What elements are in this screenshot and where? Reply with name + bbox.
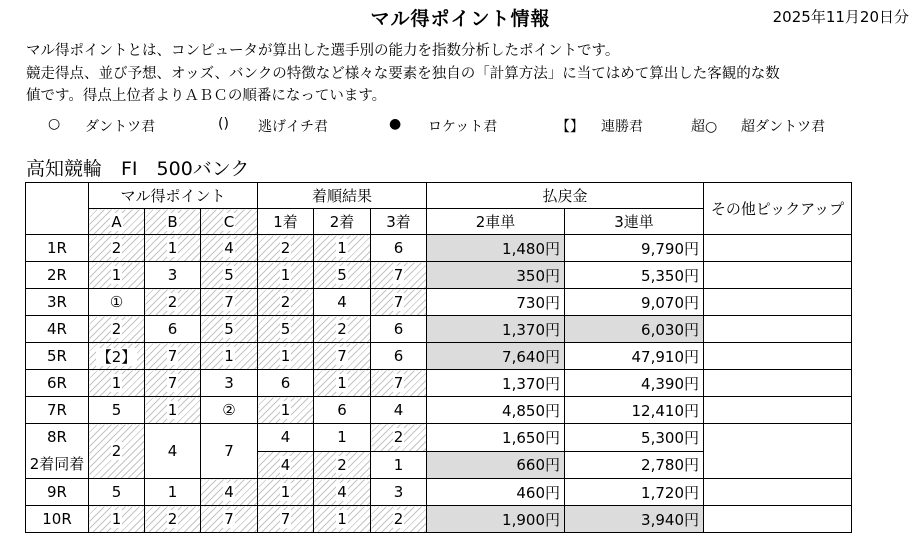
point-b: 6 (145, 316, 201, 343)
point-a: 1 (89, 370, 145, 397)
other-pick (704, 424, 852, 479)
point-a: 1 (89, 262, 145, 289)
payout-header: 払戻金 (427, 183, 704, 209)
other-pick (704, 506, 852, 533)
result-third: 4 (371, 397, 427, 424)
exacta-payout: 7,640円 (427, 343, 565, 370)
result-first: 4 (258, 424, 314, 452)
trifecta-payout: 12,410円 (565, 397, 704, 424)
result-third: 2 (371, 424, 427, 452)
result-first: 5 (258, 316, 314, 343)
exacta-payout: 1,900円 (427, 506, 565, 533)
table-row (26, 370, 852, 397)
other-pick (704, 343, 852, 370)
trifecta-payout: 47,910円 (565, 343, 704, 370)
race-number: 4R (26, 316, 89, 343)
trifecta-payout: 4,390円 (565, 370, 704, 397)
points-header: マル得ポイント (89, 183, 258, 209)
race-label: 8R (47, 428, 67, 446)
legend-label-renshou: 連勝君 (601, 119, 643, 135)
exacta-payout: 1,650円 (427, 424, 565, 452)
result-third: 6 (371, 235, 427, 262)
col-second-header: 2着 (314, 209, 371, 235)
col-c-header: C (201, 209, 258, 235)
point-b: 1 (145, 479, 201, 506)
legend-label-dantotsu: ダントツ君 (85, 119, 156, 135)
table-row (26, 424, 852, 452)
other-pick (704, 316, 852, 343)
point-c: 7 (201, 424, 258, 479)
point-c: 4 (201, 479, 258, 506)
legend-label-nigeichi: 逃げイチ君 (258, 119, 328, 135)
trifecta-payout: 6,030円 (565, 316, 704, 343)
exacta-payout: 350円 (427, 262, 565, 289)
description (26, 40, 780, 108)
result-first: 1 (258, 397, 314, 424)
result-first: 6 (258, 370, 314, 397)
exacta-payout: 1,370円 (427, 316, 565, 343)
point-a: 5 (89, 479, 145, 506)
point-c: 1 (201, 343, 258, 370)
result-first: 1 (258, 343, 314, 370)
race-number: 9R (26, 479, 89, 506)
result-third: 3 (371, 479, 427, 506)
legend-symbol-dantotsu: ○ (48, 116, 61, 132)
race-note: 2着同着 (29, 455, 85, 473)
point-a: 2 (89, 235, 145, 262)
exacta-payout: 1,370円 (427, 370, 565, 397)
point-b: 1 (145, 397, 201, 424)
result-second: 4 (314, 479, 371, 506)
point-a: ① (89, 289, 145, 316)
point-b: 3 (145, 262, 201, 289)
point-a: 2 (89, 424, 145, 479)
point-b: 7 (145, 370, 201, 397)
result-third: 6 (371, 343, 427, 370)
result-first: 2 (258, 235, 314, 262)
result-header: 着順結果 (258, 183, 427, 209)
exacta-payout: 1,480円 (427, 235, 565, 262)
table-row (26, 262, 852, 289)
point-b: 4 (145, 424, 201, 479)
description-line: マル得ポイントとは、コンピュータが算出した選手別の能力を指数分析したポイントです。 (26, 43, 620, 59)
legend-symbol-nigeichi: () (218, 116, 229, 132)
trifecta-payout: 2,780円 (565, 451, 704, 479)
table-row (26, 506, 852, 533)
legend-label-super-dantotsu: 超ダントツ君 (741, 119, 826, 135)
point-c: 7 (201, 506, 258, 533)
result-second: 2 (314, 316, 371, 343)
table-row (26, 289, 852, 316)
point-b: 2 (145, 289, 201, 316)
race-number: 1R (26, 235, 89, 262)
result-first: 1 (258, 262, 314, 289)
result-third: 7 (371, 262, 427, 289)
col-b-header: B (145, 209, 201, 235)
other-pick (704, 289, 852, 316)
col-third-header: 3着 (371, 209, 427, 235)
description-line: 値です。得点上位者よりＡＢＣの順番になっています。 (26, 88, 387, 104)
exacta-payout: 730円 (427, 289, 565, 316)
result-second: 4 (314, 289, 371, 316)
table-row (26, 316, 852, 343)
col-a-header: A (89, 209, 145, 235)
other-pick (704, 397, 852, 424)
point-b: 2 (145, 506, 201, 533)
race-number: 3R (26, 289, 89, 316)
trifecta-payout: 1,720円 (565, 479, 704, 506)
legend-symbol-super-dantotsu: 超○ (691, 119, 718, 135)
point-b: 1 (145, 235, 201, 262)
legend-symbol-renshou: 【】 (556, 119, 584, 135)
result-second: 1 (314, 235, 371, 262)
page-title: マル得ポイント情報 (370, 8, 551, 30)
result-first: 7 (258, 506, 314, 533)
result-third: 7 (371, 370, 427, 397)
point-c: 4 (201, 235, 258, 262)
other-pick (704, 262, 852, 289)
other-pick-header: その他ピックアップ (704, 183, 852, 235)
race-number: 5R (26, 343, 89, 370)
result-first: 2 (258, 289, 314, 316)
result-third: 7 (371, 289, 427, 316)
trifecta-payout: 9,070円 (565, 289, 704, 316)
result-third: 2 (371, 506, 427, 533)
table-row (26, 343, 852, 370)
result-first: 1 (258, 479, 314, 506)
exacta-payout: 460円 (427, 479, 565, 506)
exacta-payout: 660円 (427, 451, 565, 479)
trifecta-payout: 5,300円 (565, 424, 704, 452)
report-date: 2025年11月20日分 (772, 8, 909, 26)
point-a: 1 (89, 506, 145, 533)
race-number: 2R (26, 262, 89, 289)
result-second: 1 (314, 370, 371, 397)
other-pick (704, 479, 852, 506)
table-row (26, 479, 852, 506)
point-c: 5 (201, 316, 258, 343)
result-second: 6 (314, 397, 371, 424)
trifecta-payout: 9,790円 (565, 235, 704, 262)
exacta-payout: 4,850円 (427, 397, 565, 424)
point-c: ② (201, 397, 258, 424)
point-c: 7 (201, 289, 258, 316)
col-exacta-header: 2車単 (427, 209, 565, 235)
result-second: 1 (314, 506, 371, 533)
col-trifecta-header: 3連単 (565, 209, 704, 235)
point-b: 7 (145, 343, 201, 370)
col-first-header: 1着 (258, 209, 314, 235)
other-pick (704, 370, 852, 397)
race-header (26, 183, 89, 235)
legend-label-rocket: ロケット君 (428, 119, 498, 135)
result-second: 7 (314, 343, 371, 370)
point-a: 【2】 (89, 343, 145, 370)
table-row (26, 235, 852, 262)
venue-heading: 高知競輪 FI 500バンク (26, 158, 250, 180)
trifecta-payout: 5,350円 (565, 262, 704, 289)
race-number: 7R (26, 397, 89, 424)
race-number: 6R (26, 370, 89, 397)
trifecta-payout: 3,940円 (565, 506, 704, 533)
description-line: 競走得点、並び予想、オッズ、バンクの特徴など様々な要素を独自の「計算方法」に当てはめて算出した客観的な数 (26, 65, 780, 82)
result-third: 1 (371, 451, 427, 479)
table-row (26, 397, 852, 424)
point-a: 2 (89, 316, 145, 343)
result-third: 6 (371, 316, 427, 343)
point-a: 5 (89, 397, 145, 424)
result-second: 2 (314, 451, 371, 479)
other-pick (704, 235, 852, 262)
result-second: 5 (314, 262, 371, 289)
point-c: 3 (201, 370, 258, 397)
race-number: 10R (26, 506, 89, 533)
result-first: 4 (258, 451, 314, 479)
race-number (26, 424, 89, 479)
results-table (25, 182, 852, 533)
legend-symbol-rocket: ● (389, 116, 402, 132)
result-second: 1 (314, 424, 371, 452)
point-c: 5 (201, 262, 258, 289)
